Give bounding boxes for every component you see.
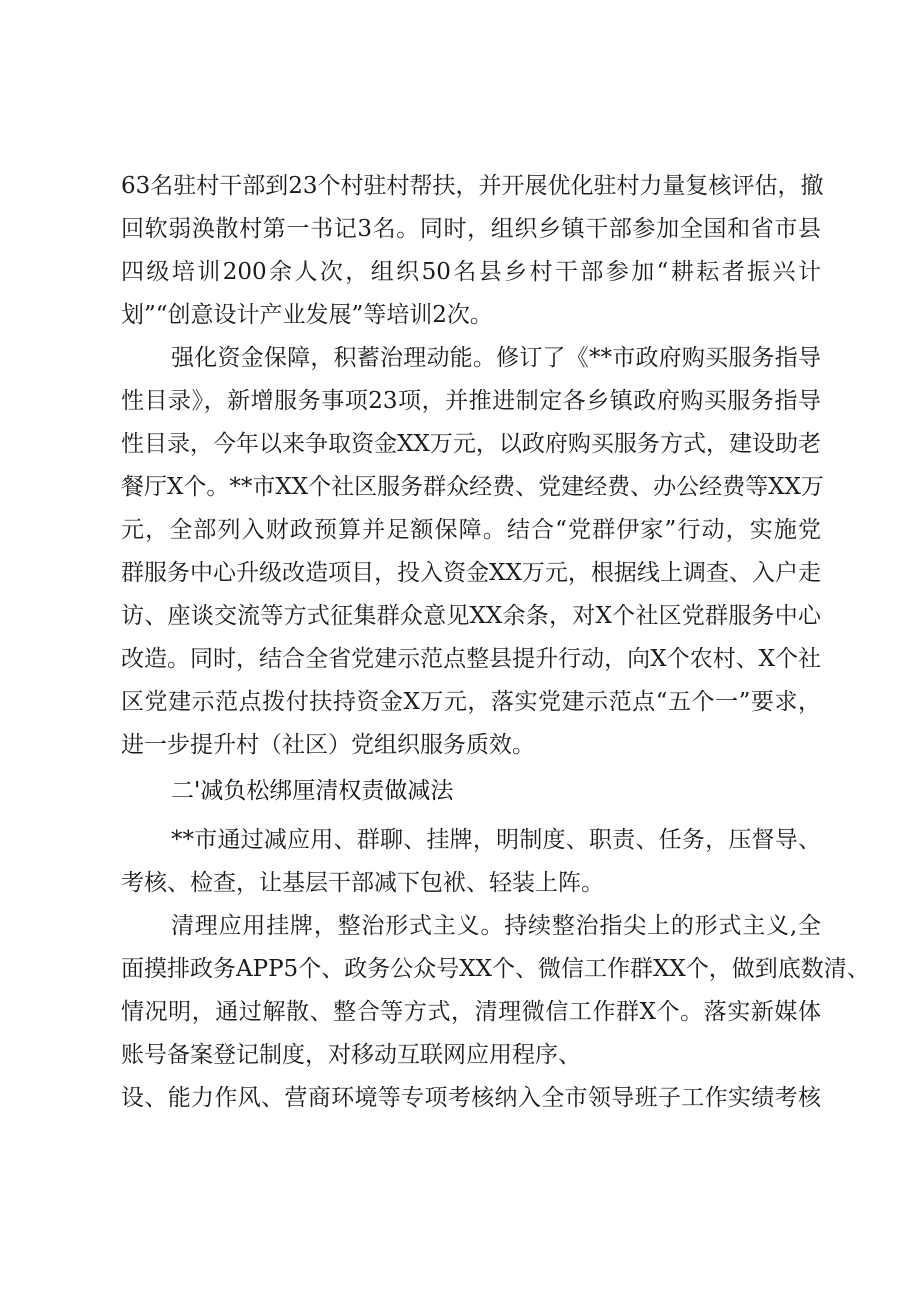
text-line: 群服务中心升级改造项目，投入资金XX万元，根据线上调查、入户走 bbox=[121, 560, 821, 586]
text-line: 元，全部列入财政预算并足额保障。结合“党群伊家”行动，实施党 bbox=[121, 517, 821, 543]
text-line: 进一步提升村（社区）党组织服务质效。 bbox=[121, 732, 535, 758]
text-line: 划”“创意设计产业发展”等培训2次。 bbox=[121, 302, 493, 328]
text-line: 情况明，通过解散、整合等方式，清理微信工作群X个。落实新媒体 bbox=[121, 999, 821, 1025]
text-line: 面摸排政务APP5个、政务公众号XX个、微信工作群XX个，做到底数清、 bbox=[121, 956, 870, 982]
text-line: 四级培训200余人次，组织50名县乡村干部参加“耕耘者振兴计 bbox=[121, 259, 821, 285]
text-line: 设、能力作风、营商环境等专项考核纳入全市领导班子工作实绩考核 bbox=[121, 1085, 821, 1111]
text-line: **市通过减应用、群聊、挂牌，明制度、职责、任务，压督导、 bbox=[171, 827, 821, 853]
text-line: 改造。同时，结合全省党建示范点整县提升行动，向X个农村、X个社 bbox=[121, 646, 821, 672]
text-line: 回软弱涣散村第一书记3名。同时，组织乡镇干部参加全国和省市县 bbox=[121, 216, 821, 242]
text-line: 63名驻村干部到23个村驻村帮扶，并开展优化驻村力量复核评估，撤 bbox=[121, 173, 824, 199]
text-line: 强化资金保障，积蓄治理动能。修订了《**市政府购买服务指导 bbox=[171, 345, 821, 371]
text-line: 账号备案登记制度，对移动互联网应用程序、 bbox=[121, 1042, 581, 1068]
text-line: 访、座谈交流等方式征集群众意见XX余条，对X个社区党群服务中心 bbox=[121, 603, 821, 629]
text-line: 区党建示范点拨付扶持资金X万元，落实党建示范点“五个一”要求， bbox=[121, 689, 821, 715]
section-heading: 二'减负松绑厘清权责做减法 bbox=[171, 778, 454, 804]
text-line: 餐厅X个。**市XX个社区服务群众经费、党建经费、办公经费等XX万 bbox=[121, 474, 824, 500]
text-line: 考核、检查，让基层干部减下包袱、轻装上阵。 bbox=[121, 870, 604, 896]
text-line: 清理应用挂牌，整治形式主义。持续整治指尖上的形式主义,全 bbox=[171, 913, 821, 939]
text-line: 性目录》，新增服务事项23项，并推进制定各乡镇政府购买服务指导 bbox=[121, 388, 821, 414]
text-line: 性目录，今年以来争取资金XX万元，以政府购买服务方式，建设助老 bbox=[121, 431, 821, 457]
